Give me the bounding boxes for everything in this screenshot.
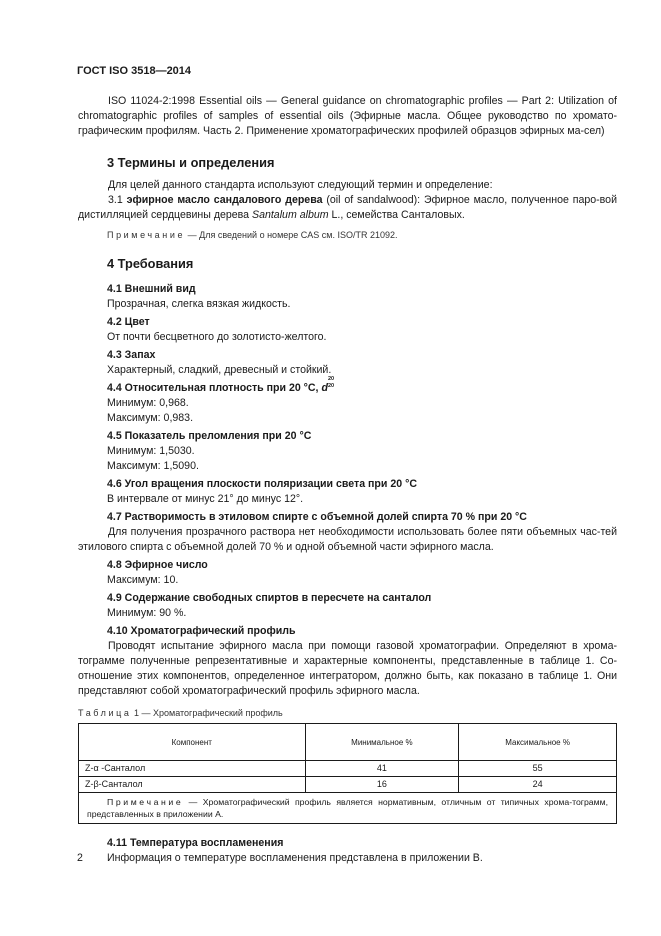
subsection-4-9-title: 4.9 Содержание свободных спиртов в пересчете на санталол (107, 592, 432, 604)
subsection-4-4-title: 4.4 Относительная плотность при 20 °С, d 20 20 (107, 376, 335, 394)
subsection-4-8-title: 4.8 Эфирное число (107, 559, 208, 571)
table-row (79, 777, 617, 793)
table-cell-component: Z-α -Санталол (79, 761, 306, 777)
table-cell-min: 41 (305, 761, 459, 777)
table-header-min: Минимальное % (305, 724, 459, 761)
density-symbol: d (321, 382, 328, 394)
definition-term: эфирное масло сандалового дерева (126, 194, 323, 206)
table-cell-max: 24 (459, 777, 617, 793)
table-1-caption (78, 707, 617, 719)
subsection-4-2-text: От почти бесцветного до золотисто-желтого. (107, 331, 327, 343)
table-note-label: Примечание (107, 797, 184, 807)
section-4-title: 4 Требования (107, 256, 194, 271)
table-caption-text: 1 — Хроматографический профиль (131, 708, 283, 718)
definition-text-2: L., семейства Санталовых. (328, 209, 465, 221)
note-text: — Для сведений о номере CAS см. ISO/TR 21092. (185, 230, 398, 240)
table-note-row (79, 793, 617, 824)
density-indices: 20 20 (327, 376, 335, 389)
definition-text-1: (oil of sandalwood): Эфирное масло, полученное паро-вой дистилляцией сердцевины дерева (78, 194, 617, 221)
section-3-note (107, 229, 617, 242)
table-cell-component: Z-β-Санталол (79, 777, 306, 793)
table-header-component: Компонент (79, 724, 306, 761)
definition-number: 3.1 (108, 194, 127, 206)
table-label: Таблица (78, 708, 132, 718)
subsection-4-11-text: Информация о температуре воспламенения представлена в приложении В. (107, 852, 483, 864)
subsection-4-7-text: Для получения прозрачного раствора нет необходимости использовать более пяти объемных час-тей этилового спирта с объемной долей 70 % и одной объемной части эфирного масла. (78, 526, 617, 553)
section-3-title: 3 Термины и определения (107, 155, 275, 170)
table-cell-max: 55 (459, 761, 617, 777)
table-header-max: Максимальное % (459, 724, 617, 761)
subsection-4-6-title: 4.6 Угол вращения плоскости поляризации света при 20 °С (107, 478, 417, 490)
subsection-4-5-title: 4.5 Показатель преломления при 20 °С (107, 430, 312, 442)
note-label: Примечание (107, 230, 186, 240)
subsection-4-4-max: Максимум: 0,983. (107, 412, 194, 424)
subsection-4-1-text: Прозрачная, слегка вязкая жидкость. (107, 298, 291, 310)
page-number: 2 (77, 852, 83, 864)
table-cell-min: 16 (305, 777, 459, 793)
table-note-text: — Хроматографический профиль является нормативным, отличным от типичных хрома-тограмм, представленных в приложении А. (87, 797, 608, 819)
reference-paragraph: ISO 11024-2:1998 Essential oils — General guidance on chromatographic profiles — Part 2: Utilization of chromatographic profiles of samples of essential oils (Эфирные масла. Общее руководство по хромато-графическим профилям. Часть 2. Применение хроматографических профилей образцов эфирных ма-сел) (78, 95, 617, 137)
section-3-intro: Для целей данного стандарта используют следующий термин и определение: (108, 179, 493, 191)
subsection-4-4-min: Минимум: 0,968. (107, 397, 189, 409)
definition-latin-name: Santalum album (252, 209, 329, 221)
document-header: ГОСТ ISO 3518—2014 (77, 65, 192, 77)
page-content (78, 94, 617, 866)
subsection-4-8-text: Максимум: 10. (107, 574, 179, 586)
table-row (79, 761, 617, 777)
subsection-4-3-text: Характерный, сладкий, древесный и стойкий. (107, 364, 332, 376)
subsection-4-10-title: 4.10 Хроматографический профиль (107, 625, 296, 637)
subsection-4-2-title: 4.2 Цвет (107, 316, 150, 328)
subsection-4-7-title: 4.7 Растворимость в этиловом спирте с объемной долей спирта 70 % при 20 °С (107, 511, 527, 523)
subsection-4-6-text: В интервале от минус 21° до минус 12°. (107, 493, 304, 505)
subsection-4-5-min: Минимум: 1,5030. (107, 445, 195, 457)
subsection-4-9-text: Минимум: 90 %. (107, 607, 187, 619)
chromatographic-profile-table (78, 723, 617, 824)
subsection-4-3-title: 4.3 Запах (107, 349, 156, 361)
subsection-4-11-title: 4.11 Температура воспламенения (107, 837, 284, 849)
subsection-4-10-text: Проводят испытание эфирного масла при помощи газовой хроматографии. Определяют в хрома-тограмме полученные репрезентативные и характерные компоненты, представленные в таблице 1. Со-отношение этих компонентов, определенное интегратором, должно быть, как показано в таблице 1. Они представляют собой хроматографический профиль эфирного масла. (78, 640, 617, 697)
table-header-row (79, 724, 617, 761)
subsection-4-1-title: 4.1 Внешний вид (107, 283, 196, 295)
table-note (79, 793, 617, 824)
subsection-4-5-max: Максимум: 1,5090. (107, 460, 199, 472)
definition-3-1 (78, 193, 617, 223)
